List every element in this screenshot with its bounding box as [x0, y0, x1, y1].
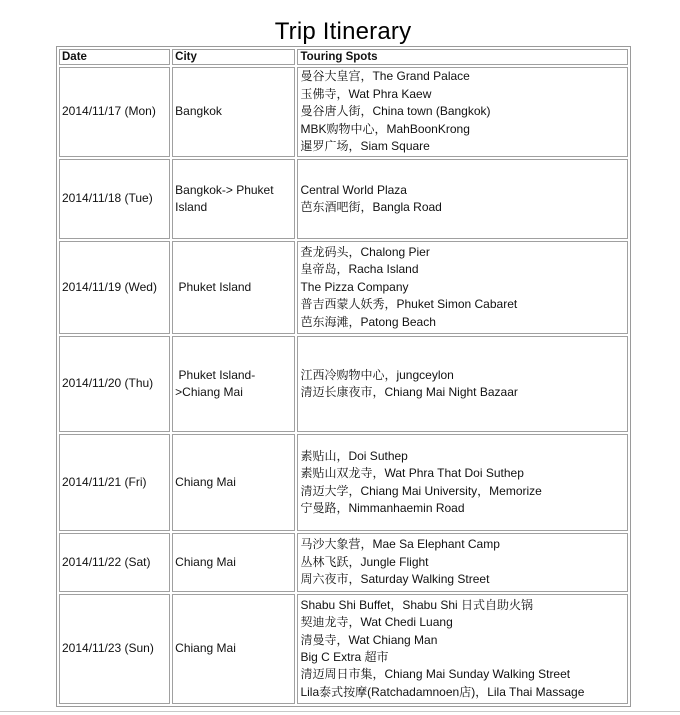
table-header-row: [59, 49, 628, 65]
date-cell: 2014/11/21 (Fri): [59, 434, 170, 531]
city-cell: Chiang Mai: [172, 594, 295, 704]
city-cell: Chiang Mai: [172, 533, 295, 592]
spots-cell: [297, 159, 628, 239]
spot-item: Lila泰式按摩(Ratchadamnoen店)，Lila Thai Massage: [300, 684, 585, 699]
spot-item: 皇帝岛，Racha Island: [300, 262, 419, 277]
city-cell: Phuket Island->Chiang Mai: [172, 336, 295, 432]
spots-cell: [297, 241, 628, 334]
spot-item: 素贴山双龙寺，Wat Phra That Doi Suthep: [300, 466, 524, 481]
document-title: Trip Itinerary: [274, 18, 412, 45]
page-bottom-rule: [0, 711, 680, 712]
header-date: Date: [59, 49, 170, 65]
spot-item: 清迈长康夜市，Chiang Mai Night Bazaar: [300, 385, 518, 399]
spots-cell: [297, 336, 628, 432]
spots-cell: [297, 533, 628, 592]
spot-item: 素贴山，Doi Suthep: [300, 448, 408, 463]
spot-item: 查龙码头，Chalong Pier: [300, 244, 430, 259]
spot-item: 玉佛寺，Wat Phra Kaew: [300, 86, 432, 101]
date-cell: 2014/11/17 (Mon): [59, 67, 170, 157]
spot-item: 清迈周日市集，Chiang Mai Sunday Walking Street: [300, 667, 571, 682]
itinerary-table: [56, 46, 631, 707]
header-touring-spots: Touring Spots: [297, 49, 628, 65]
spot-item: 马沙大象营，Mae Sa Elephant Camp: [300, 537, 500, 552]
spot-item: 暹罗广场，Siam Square: [300, 139, 430, 154]
spot-item: 普吉西蒙人妖秀，Phuket Simon Cabaret: [300, 297, 518, 312]
table-row: [59, 434, 628, 531]
spot-item: 芭东酒吧街，Bangla Road: [300, 200, 442, 214]
spot-item: Big C Extra 超市: [300, 650, 389, 664]
spot-item: 清曼寺，Wat Chiang Man: [300, 632, 438, 647]
spot-item: 宁曼路，Nimmanhaemin Road: [300, 500, 465, 515]
spot-item: 芭东海滩，Patong Beach: [300, 314, 436, 329]
city-cell: Bangkok: [172, 67, 295, 157]
spot-item: 丛林飞跃，Jungle Flight: [300, 554, 429, 569]
date-cell: 2014/11/19 (Wed): [59, 241, 170, 334]
table-row: [59, 67, 628, 157]
spot-item: 周六夜市，Saturday Walking Street: [300, 572, 490, 587]
spot-item: 曼谷唐人街，China town (Bangkok): [300, 104, 491, 119]
spot-item: 契迪龙寺，Wat Chedi Luang: [300, 615, 453, 630]
spot-item: Shabu Shi Buffet，Shabu Shi 日式自助火锅: [300, 597, 534, 612]
city-cell: Bangkok-> Phuket Island: [172, 159, 295, 239]
table-row: [59, 241, 628, 334]
spot-item: 江西冷购物中心，jungceylon: [300, 367, 454, 382]
spot-item: 清迈大学，Chiang Mai University，Memorize: [300, 483, 542, 498]
spot-item: 曼谷大皇宫，The Grand Palace: [300, 69, 470, 84]
table-row: [59, 533, 628, 592]
city-cell: Phuket Island: [172, 241, 295, 334]
city-cell: Chiang Mai: [172, 434, 295, 531]
date-cell: 2014/11/18 (Tue): [59, 159, 170, 239]
spots-cell: [297, 594, 628, 704]
table-row: [59, 594, 628, 704]
spots-cell: [297, 67, 628, 157]
header-city: City: [172, 49, 295, 65]
date-cell: 2014/11/22 (Sat): [59, 533, 170, 592]
date-cell: 2014/11/20 (Thu): [59, 336, 170, 432]
table-row: [59, 336, 628, 432]
table-row: [59, 159, 628, 239]
spot-item: The Pizza Company: [300, 279, 409, 294]
date-cell: 2014/11/23 (Sun): [59, 594, 170, 704]
spot-item: Central World Plaza: [300, 182, 407, 197]
spots-cell: [297, 434, 628, 531]
spot-item: MBK购物中心，MahBoonKrong: [300, 121, 470, 136]
